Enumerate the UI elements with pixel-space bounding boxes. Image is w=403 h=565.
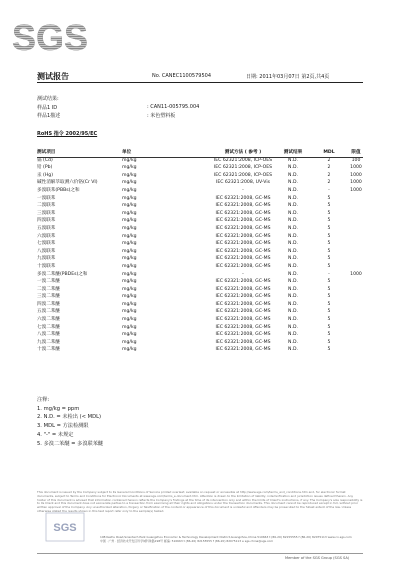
cell-method: IEC 62321:2008, UV-Vis: [215, 180, 271, 186]
cell-unit: mg/kg: [122, 286, 137, 292]
cell-result: N.D.: [288, 218, 298, 224]
cell-method: IEC 62321:2008, GC-MS: [215, 309, 271, 315]
cell-mdl: 5: [327, 309, 331, 315]
cell-result: N.D.: [288, 187, 298, 193]
cell-unit: mg/kg: [122, 332, 137, 338]
cell-method: IEC 62321:2008, ICP-OES: [213, 172, 273, 178]
address-chinese: 中国 · 广州 · 经济技术开发区科学城科珠路198号 邮编: 510663 t (86-20) 82155555 f (86-20) 82075113 e sgs.china@sgs.com: [100, 539, 274, 544]
cell-method: IEC 62321:2008, GC-MS: [215, 241, 271, 247]
cell-result: N.D.: [288, 165, 298, 171]
cell-result: N.D.: [288, 241, 298, 247]
table-row: [37, 157, 363, 165]
header-limit: 限值: [351, 150, 361, 155]
sgs-stamp: [45, 512, 85, 542]
cell-unit: mg/kg: [122, 309, 137, 315]
table-row: [37, 271, 363, 279]
cell-item: 一溴联苯: [37, 195, 56, 201]
cell-item: 多溴二苯醚(PBDEs)之和: [37, 271, 88, 277]
note-item: 3. MDL = 方法检测限: [37, 423, 89, 430]
cell-result: N.D.: [288, 294, 298, 300]
cell-result: N.D.: [288, 157, 298, 163]
footer-disclaimer: This document is issued by the Company subject to its General Conditions of Service printed overleaf, available on request or accessible at http://www.sgs.com/terms_and_conditions.htm and, for electronic format documents, subject to Terms and Conditions for Electronic Documents at www.sgs.com/terms_e-document.htm. Attention is drawn to the limitation of liability, indemnification and jurisdiction issues defined therein. Any holder of this document is advised that information contained hereon reflects the Company's findings at the time of its intervention only and within the limits of Client's instructions, if any. The Company's sole responsibility is to its Client and this document does not exonerate parties to a transaction from exercising all their rights and obligations under the transaction documents. This document cannot be reproduced except in full, without prior written approval of the Company. Any unauthorized alteration, forgery or falsification of the content or appearance of this document is unlawful and offenders may be prosecuted to the fullest extent of the law. Unless otherwise stated the results shown in this test report refer only to the sample(s) tested.: [37, 490, 363, 513]
cell-unit: mg/kg: [122, 210, 137, 216]
cell-result: N.D.: [288, 347, 298, 353]
table-row: [37, 278, 363, 286]
footer-divider: [37, 553, 363, 554]
header-result: 测试结果: [283, 150, 303, 155]
cell-mdl: 5: [327, 279, 331, 285]
cell-unit: mg/kg: [122, 195, 137, 201]
notes-title: 注释:: [37, 397, 50, 403]
cell-result: N.D.: [288, 279, 298, 285]
table-row: [37, 293, 363, 301]
cell-item: 五溴联苯: [37, 225, 56, 231]
table-row: [37, 308, 363, 316]
cell-result: N.D.: [288, 180, 298, 186]
cell-item: 十溴联苯: [37, 263, 56, 269]
cell-method: IEC 62321:2008, GC-MS: [215, 225, 271, 231]
cell-method: IEC 62321:2008, GC-MS: [215, 347, 271, 353]
cell-unit: mg/kg: [122, 339, 137, 345]
cell-method: IEC 62321:2008, ICP-OES: [213, 157, 273, 163]
cell-method: IEC 62321:2008, GC-MS: [215, 286, 271, 292]
report-title: 测试报告: [37, 72, 69, 81]
cell-method: IEC 62321:2008, GC-MS: [215, 195, 271, 201]
cell-mdl: 5: [327, 256, 331, 262]
cell-method: IEC 62321:2008, GC-MS: [215, 301, 271, 307]
table-row: [37, 331, 363, 339]
cell-item: 二溴联苯: [37, 203, 56, 209]
cell-mdl: 5: [327, 195, 331, 201]
cell-mdl: 5: [327, 339, 331, 345]
cell-unit: mg/kg: [122, 187, 137, 193]
results-label: 测试结果:: [37, 96, 59, 102]
cell-item: 多溴联苯(PBBs)之和: [37, 187, 80, 193]
cell-unit: mg/kg: [122, 256, 137, 262]
cell-unit: mg/kg: [122, 225, 137, 231]
cell-unit: mg/kg: [122, 271, 137, 277]
stamp-text: SGS: [53, 522, 77, 534]
cell-item: 铅 (Pb): [37, 165, 53, 171]
cell-item: 三溴二苯醚: [37, 294, 60, 300]
table-row: [37, 179, 363, 187]
cell-unit: mg/kg: [122, 279, 137, 285]
table-header: [37, 149, 363, 157]
table-row: [37, 346, 363, 354]
cell-method: IEC 62321:2008, GC-MS: [215, 339, 271, 345]
cell-item: 一溴二苯醚: [37, 279, 60, 285]
header-unit: 单位: [122, 150, 132, 155]
cell-unit: mg/kg: [122, 172, 137, 178]
cell-item: 八溴二苯醚: [37, 332, 60, 338]
cell-mdl: 5: [327, 317, 331, 323]
section-title: RoHS 指令 2002/95/EC: [37, 131, 98, 137]
table-row: [37, 316, 363, 324]
cell-unit: mg/kg: [122, 218, 137, 224]
cell-unit: mg/kg: [122, 317, 137, 323]
table-row: [37, 217, 363, 225]
cell-mdl: 5: [327, 248, 331, 254]
header-method: 测试方法 ( 参考 ): [224, 150, 262, 155]
cell-mdl: 5: [327, 301, 331, 307]
cell-item: 七溴二苯醚: [37, 324, 60, 330]
cell-item: 六溴联苯: [37, 233, 56, 239]
cell-result: N.D.: [288, 301, 298, 307]
cell-unit: mg/kg: [122, 294, 137, 300]
cell-mdl: 5: [327, 286, 331, 292]
cell-limit: 1000: [350, 187, 362, 193]
cell-item: 八溴联苯: [37, 248, 56, 254]
cell-result: N.D.: [288, 324, 298, 330]
cell-mdl: -: [328, 187, 330, 193]
cell-mdl: 5: [327, 233, 331, 239]
cell-result: N.D.: [288, 210, 298, 216]
table-row: [37, 286, 363, 294]
cell-mdl: 5: [327, 294, 331, 300]
cell-unit: mg/kg: [122, 233, 137, 239]
table-body: [37, 157, 363, 354]
cell-result: N.D.: [288, 339, 298, 345]
cell-item: 碱性消解萃取测六价铬(Cr VI): [37, 180, 98, 186]
note-item: 2. N.D. = 未检出 (< MDL): [37, 414, 102, 421]
cell-result: N.D.: [288, 225, 298, 231]
cell-result: N.D.: [288, 263, 298, 269]
cell-unit: mg/kg: [122, 347, 137, 353]
cell-mdl: 2: [327, 165, 331, 171]
cell-mdl: 5: [327, 332, 331, 338]
cell-method: IEC 62321:2008, GC-MS: [215, 233, 271, 239]
cell-mdl: 5: [327, 263, 331, 269]
cell-result: N.D.: [288, 271, 298, 277]
cell-mdl: 5: [327, 347, 331, 353]
table-row: [37, 263, 363, 271]
table-row: [37, 202, 363, 210]
cell-mdl: 5: [327, 203, 331, 209]
sample-id-value: : CAN11-005795.004: [147, 104, 200, 110]
cell-result: N.D.: [288, 332, 298, 338]
cell-method: IEC 62321:2008, GC-MS: [215, 218, 271, 224]
cell-limit: 1000: [350, 180, 362, 186]
cell-mdl: 5: [327, 210, 331, 216]
cell-result: N.D.: [288, 309, 298, 315]
cell-unit: mg/kg: [122, 157, 137, 163]
cell-item: 九溴联苯: [37, 256, 56, 262]
cell-limit: 1000: [350, 165, 362, 171]
cell-unit: mg/kg: [122, 241, 137, 247]
cell-result: N.D.: [288, 233, 298, 239]
cell-limit: 1000: [350, 271, 362, 277]
cell-item: 镉 (Cd): [37, 157, 53, 163]
cell-method: -: [242, 187, 244, 193]
cell-mdl: 5: [327, 225, 331, 231]
cell-result: N.D.: [288, 172, 298, 178]
note-item: 5. 多溴二苯醚 = 多溴联苯醚: [37, 440, 104, 447]
cell-mdl: -: [328, 271, 330, 277]
table-row: [37, 324, 363, 332]
table-row: [37, 248, 363, 256]
table-row: [37, 255, 363, 263]
cell-item: 九溴二苯醚: [37, 339, 60, 345]
cell-unit: mg/kg: [122, 203, 137, 209]
cell-mdl: 5: [327, 324, 331, 330]
cell-item: 六溴二苯醚: [37, 317, 60, 323]
cell-method: IEC 62321:2008, GC-MS: [215, 332, 271, 338]
cell-limit: 100: [351, 157, 361, 163]
cell-method: IEC 62321:2008, GC-MS: [215, 279, 271, 285]
cell-item: 四溴联苯: [37, 218, 56, 224]
cell-unit: mg/kg: [122, 263, 137, 269]
sample-id-label: 样品1 ID: [37, 105, 58, 111]
cell-item: 四溴二苯醚: [37, 301, 60, 307]
header-item: 测试项目: [37, 150, 56, 155]
cell-result: N.D.: [288, 248, 298, 254]
cell-mdl: 5: [327, 218, 331, 224]
cell-method: IEC 62321:2008, GC-MS: [215, 263, 271, 269]
footer-address: [100, 535, 365, 544]
cell-result: N.D.: [288, 256, 298, 262]
sample-desc-value: : 米色塑料板: [147, 113, 176, 119]
cell-limit: 1000: [350, 172, 362, 178]
cell-method: IEC 62321:2008, GC-MS: [215, 248, 271, 254]
sgs-logo: [10, 14, 90, 58]
cell-mdl: 2: [327, 157, 331, 163]
cell-result: N.D.: [288, 317, 298, 323]
cell-mdl: 2: [327, 172, 331, 178]
cell-result: N.D.: [288, 286, 298, 292]
note-item: 1. mg/kg = ppm: [37, 405, 80, 412]
sgs-group-member: Member of the SGS Group (SGS SA): [285, 556, 350, 560]
cell-method: IEC 62321:2008, GC-MS: [215, 294, 271, 300]
table-row: [37, 164, 363, 172]
cell-unit: mg/kg: [122, 165, 137, 171]
cell-mdl: 2: [327, 180, 331, 186]
table-row: [37, 172, 363, 180]
cell-unit: mg/kg: [122, 301, 137, 307]
cell-method: IEC 62321:2008, GC-MS: [215, 324, 271, 330]
sample-desc-label: 样品1描述: [37, 113, 61, 119]
cell-item: 汞 (Hg): [37, 172, 54, 178]
cell-result: N.D.: [288, 203, 298, 209]
cell-item: 二溴二苯醚: [37, 286, 60, 292]
notes: [37, 396, 103, 448]
table-header-rule: [37, 157, 363, 158]
table-row: [37, 301, 363, 309]
table-row: [37, 195, 363, 203]
cell-item: 七溴联苯: [37, 241, 56, 247]
header-mdl: MDL: [323, 150, 335, 155]
cell-method: IEC 62321:2008, GC-MS: [215, 210, 271, 216]
table-row: [37, 210, 363, 218]
cell-item: 十溴二苯醚: [37, 347, 60, 353]
report-number: No. CANEC1100579504: [152, 73, 212, 79]
results-table: [37, 149, 363, 354]
cell-result: N.D.: [288, 195, 298, 201]
table-row: [37, 240, 363, 248]
cell-unit: mg/kg: [122, 180, 137, 186]
cell-unit: mg/kg: [122, 324, 137, 330]
address-english: 198 Kezhu Road,Scientech Park Guangzhou Economic & Technology Development District,Guangzhou,China 510663 t (86-20) 82155555 f (86-20) 82075113 www.cn.sgs.com: [100, 535, 352, 539]
note-item: 4. "-" = 未规定: [37, 431, 74, 438]
cell-mdl: 5: [327, 241, 331, 247]
cell-method: IEC 62321:2008, GC-MS: [215, 203, 271, 209]
cell-method: -: [242, 271, 244, 277]
table-row: [37, 187, 363, 195]
cell-item: 五溴二苯醚: [37, 309, 60, 315]
cell-method: IEC 62321:2008, GC-MS: [215, 256, 271, 262]
header-divider: [37, 82, 363, 83]
logo-text: SGS: [11, 17, 89, 58]
table-row: [37, 225, 363, 233]
report-date-page: 日期: 2011年03月07日 第2页,共4页: [246, 74, 330, 80]
cell-method: IEC 62321:2008, ICP-OES: [213, 165, 273, 171]
table-row: [37, 233, 363, 241]
cell-method: IEC 62321:2008, GC-MS: [215, 317, 271, 323]
cell-unit: mg/kg: [122, 248, 137, 254]
cell-item: 三溴联苯: [37, 210, 56, 216]
table-row: [37, 339, 363, 347]
